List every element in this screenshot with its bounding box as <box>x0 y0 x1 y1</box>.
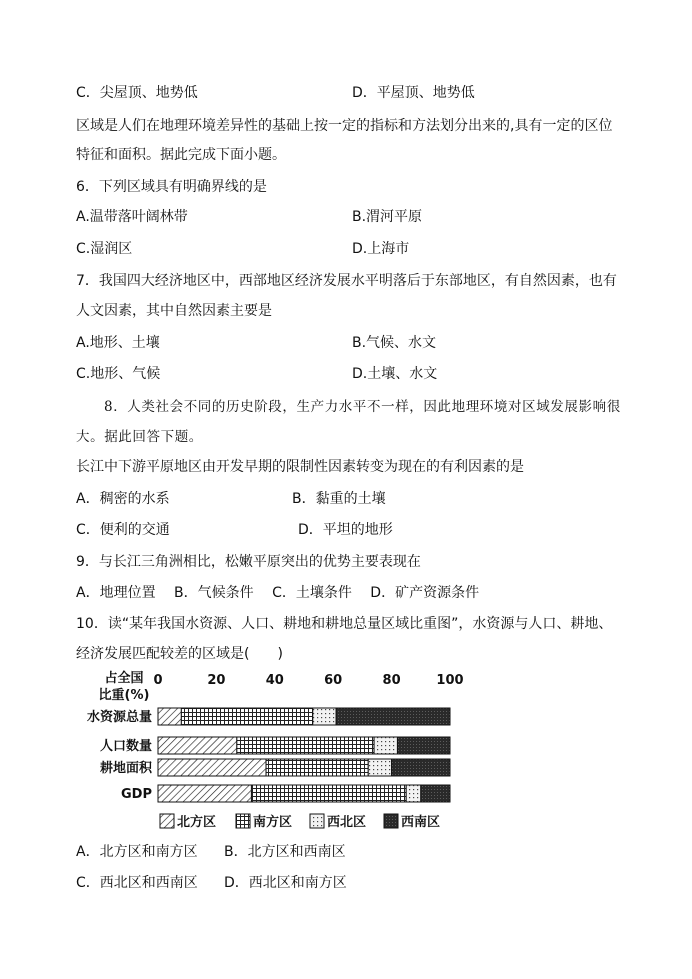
axis-title-line-2: 比重(%) <box>98 688 150 703</box>
q9-options: A．地理位置 B．气候条件 C．土壤条件 D．矿产资源条件 <box>76 585 480 601</box>
legend-swatch <box>310 814 324 828</box>
legend-label: 北方区 <box>177 815 217 830</box>
q7-stem-line-1: 7．我国四大经济地区中，西部地区经济发展水平明落后于东部地区，有自然因素，也有 <box>76 273 617 289</box>
q8-option-d: D．平坦的地形 <box>298 522 393 538</box>
intro-line-2: 特征和面积。据此完成下面小题。 <box>76 147 286 163</box>
q8-option-c: C．便利的交通 <box>76 522 170 538</box>
q10-stem-line-1: 10．读“某年我国水资源、人口、耕地和耕地总量区域比重图”，水资源与人口、耕地、 <box>76 616 613 632</box>
q5-option-d: D．平屋顶、地势低 <box>352 85 475 101</box>
axis-title-line-1: 占全国 <box>104 671 144 686</box>
bar-segment <box>392 759 450 776</box>
q9-stem: 9．与长江三角洲相比，松嫩平原突出的优势主要表现在 <box>76 554 421 570</box>
category-label: 水资源总量 <box>86 710 152 725</box>
bar-segment <box>266 759 368 776</box>
q7-option-b: B.气候、水文 <box>352 335 437 351</box>
q6-option-b: B.渭河平原 <box>352 209 423 225</box>
q6-option-d: D.上海市 <box>352 241 410 257</box>
category-label: 耕地面积 <box>99 761 152 776</box>
q7-option-d: D.土壤、水文 <box>352 366 438 382</box>
bar-segment <box>336 708 450 725</box>
q10-stem-line-2: 经济发展匹配较差的区域是( ) <box>76 646 283 662</box>
legend-swatch <box>236 814 250 828</box>
tick-label: 20 <box>207 673 226 688</box>
q8-option-b: B．黏重的土壤 <box>292 491 386 507</box>
q7-option-c: C.地形、气候 <box>76 366 161 382</box>
q8-intro-line-2: 大。据此回答下题。 <box>76 429 203 445</box>
q10-option-d: D．西北区和南方区 <box>224 875 347 891</box>
bar-segment <box>158 708 181 725</box>
q5-option-c: C．尖屋顶、地势低 <box>76 85 198 101</box>
bar-segment <box>158 785 251 802</box>
bar-segment <box>158 759 266 776</box>
q10-option-a: A．北方区和南方区 <box>76 844 198 860</box>
q6-stem: 6．下列区域具有明确界线的是 <box>76 179 267 195</box>
legend-label: 西北区 <box>327 815 367 830</box>
q8-stem: 长江中下游平原地区由开发早期的限制性因素转变为现在的有利因素的是 <box>76 459 524 475</box>
q7-stem-line-2: 人文因素，其中自然因素主要是 <box>76 303 272 319</box>
tick-label: 60 <box>324 673 343 688</box>
bar-segment <box>158 737 237 754</box>
region-share-chart <box>76 668 496 838</box>
bar-segment <box>421 785 450 802</box>
tick-label: 0 <box>153 673 163 688</box>
q8-intro-line-1: 8．人类社会不同的历史阶段，生产力水平不一样，因此地理环境对区域发展影响很 <box>104 399 621 415</box>
bar-segment <box>313 708 336 725</box>
q6-option-c: C.湿润区 <box>76 241 133 257</box>
q10-option-b: B．北方区和西南区 <box>224 844 346 860</box>
q7-option-a: A.地形、土壤 <box>76 335 160 351</box>
category-label: GDP <box>121 787 152 802</box>
intro-line-1: 区域是人们在地理环境差异性的基础上按一定的指标和方法划分出来的,具有一定的区位 <box>76 118 613 134</box>
tick-label: 80 <box>382 673 401 688</box>
legend-label: 西南区 <box>401 815 441 830</box>
legend-swatch <box>160 814 174 828</box>
legend-swatch <box>384 814 398 828</box>
q10-option-c: C．西北区和西南区 <box>76 875 198 891</box>
q8-option-a: A．稠密的水系 <box>76 491 170 507</box>
category-label: 人口数量 <box>99 739 152 754</box>
bar-segment <box>397 737 450 754</box>
bar-segment <box>374 737 397 754</box>
bar-segment <box>251 785 406 802</box>
q6-option-a: A.温带落叶阔林带 <box>76 209 188 225</box>
legend-label: 南方区 <box>253 815 293 830</box>
tick-label: 40 <box>265 673 284 688</box>
bar-segment <box>181 708 312 725</box>
bar-segment <box>368 759 391 776</box>
tick-label: 100 <box>436 673 464 688</box>
bar-segment <box>406 785 421 802</box>
bar-segment <box>237 737 374 754</box>
